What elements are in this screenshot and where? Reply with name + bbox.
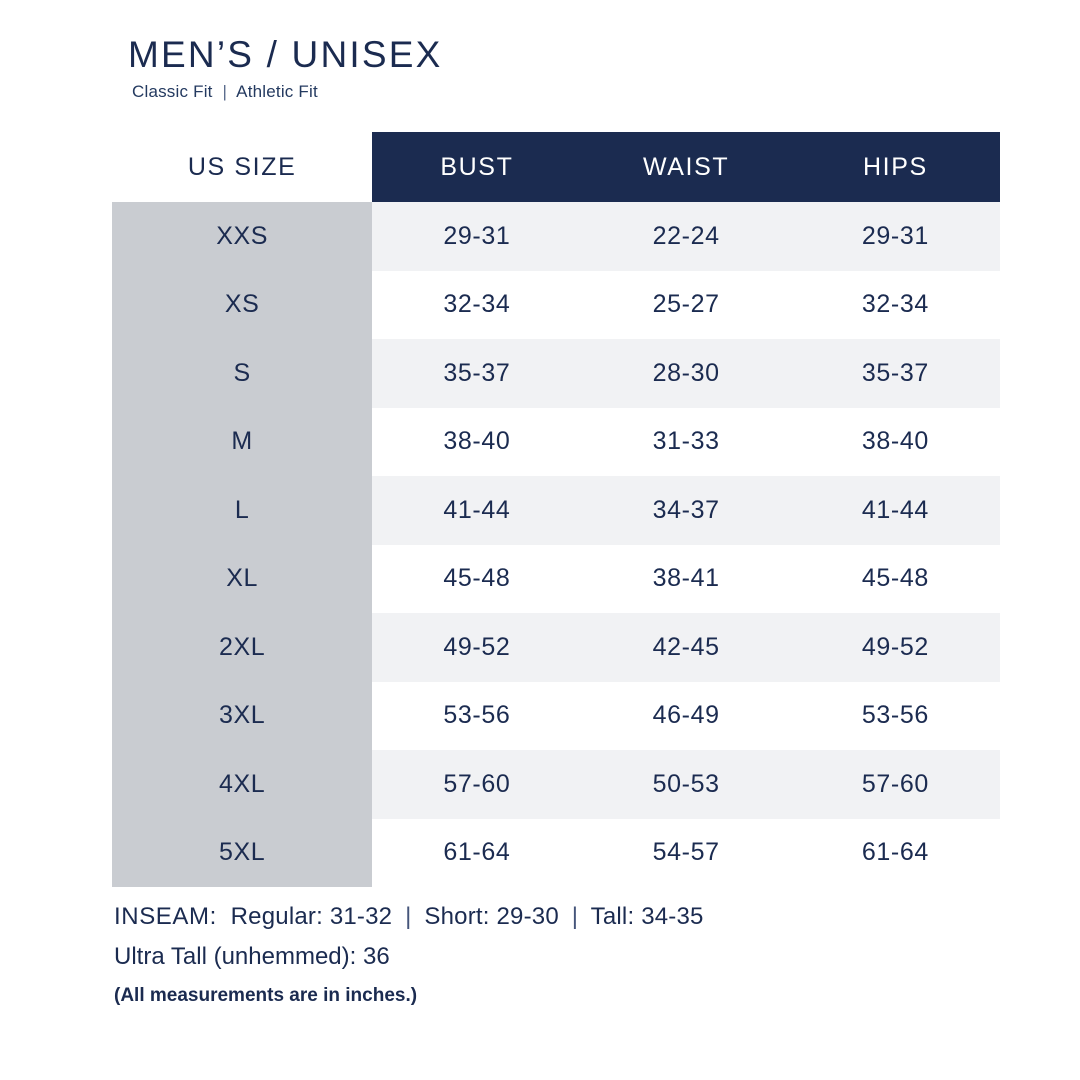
cell-bust: 41-44 [372, 476, 581, 545]
cell-hips: 49-52 [791, 613, 1000, 682]
cell-hips: 38-40 [791, 408, 1000, 477]
inseam-tall: Tall: 34-35 [590, 903, 704, 930]
inseam-label: INSEAM: [114, 903, 217, 930]
fit-subtitle [132, 82, 1000, 102]
inseam-short: Short: 29-30 [424, 903, 559, 930]
cell-bust: 32-34 [372, 271, 581, 340]
table-row [112, 339, 1000, 408]
cell-bust: 29-31 [372, 202, 581, 271]
cell-waist: 38-41 [582, 545, 791, 614]
cell-size: 5XL [112, 819, 372, 888]
cell-waist: 50-53 [582, 750, 791, 819]
table-row [112, 750, 1000, 819]
cell-waist: 54-57 [582, 819, 791, 888]
inseam-regular: Regular: 31-32 [230, 903, 393, 930]
cell-size: 4XL [112, 750, 372, 819]
measurement-unit-note: (All measurements are in inches.) [114, 985, 418, 1006]
table-row [112, 271, 1000, 340]
cell-hips: 41-44 [791, 476, 1000, 545]
cell-size: XXS [112, 202, 372, 271]
cell-bust: 53-56 [372, 682, 581, 751]
cell-hips: 32-34 [791, 271, 1000, 340]
cell-size: S [112, 339, 372, 408]
column-header-hips: HIPS [791, 132, 1000, 202]
cell-waist: 22-24 [582, 202, 791, 271]
table-row [112, 545, 1000, 614]
cell-waist: 28-30 [582, 339, 791, 408]
cell-bust: 49-52 [372, 613, 581, 682]
table-row [112, 682, 1000, 751]
cell-waist: 25-27 [582, 271, 791, 340]
cell-bust: 35-37 [372, 339, 581, 408]
ultra-tall-note: Ultra Tall (unhemmed): 36 [114, 943, 390, 970]
cell-waist: 31-33 [582, 408, 791, 477]
fit-athletic-label: Athletic Fit [236, 82, 318, 101]
cell-hips: 57-60 [791, 750, 1000, 819]
table-row [112, 613, 1000, 682]
cell-waist: 42-45 [582, 613, 791, 682]
notes-section [114, 903, 1000, 1007]
cell-bust: 57-60 [372, 750, 581, 819]
cell-hips: 61-64 [791, 819, 1000, 888]
table-header-row [112, 132, 1000, 202]
inseam-separator-1: | [405, 903, 412, 930]
cell-waist: 46-49 [582, 682, 791, 751]
cell-hips: 29-31 [791, 202, 1000, 271]
cell-size: 3XL [112, 682, 372, 751]
cell-size: M [112, 408, 372, 477]
cell-size: XS [112, 271, 372, 340]
column-header-us-size: US SIZE [112, 132, 372, 202]
subtitle-divider: | [222, 82, 228, 101]
cell-waist: 34-37 [582, 476, 791, 545]
table-row [112, 476, 1000, 545]
fit-classic-label: Classic Fit [132, 82, 213, 101]
table-row [112, 202, 1000, 271]
column-header-waist: WAIST [582, 132, 791, 202]
table-row [112, 819, 1000, 888]
cell-size: 2XL [112, 613, 372, 682]
table-row [112, 408, 1000, 477]
inseam-separator-2: | [571, 903, 579, 930]
cell-size: XL [112, 545, 372, 614]
column-header-bust: BUST [372, 132, 581, 202]
inseam-note [114, 903, 1000, 931]
cell-hips: 35-37 [791, 339, 1000, 408]
page-title: MEN’S / UNISEX [128, 34, 443, 75]
cell-bust: 61-64 [372, 819, 581, 888]
size-chart-table [112, 132, 1000, 887]
cell-hips: 45-48 [791, 545, 1000, 614]
cell-bust: 45-48 [372, 545, 581, 614]
cell-hips: 53-56 [791, 682, 1000, 751]
cell-size: L [112, 476, 372, 545]
cell-bust: 38-40 [372, 408, 581, 477]
